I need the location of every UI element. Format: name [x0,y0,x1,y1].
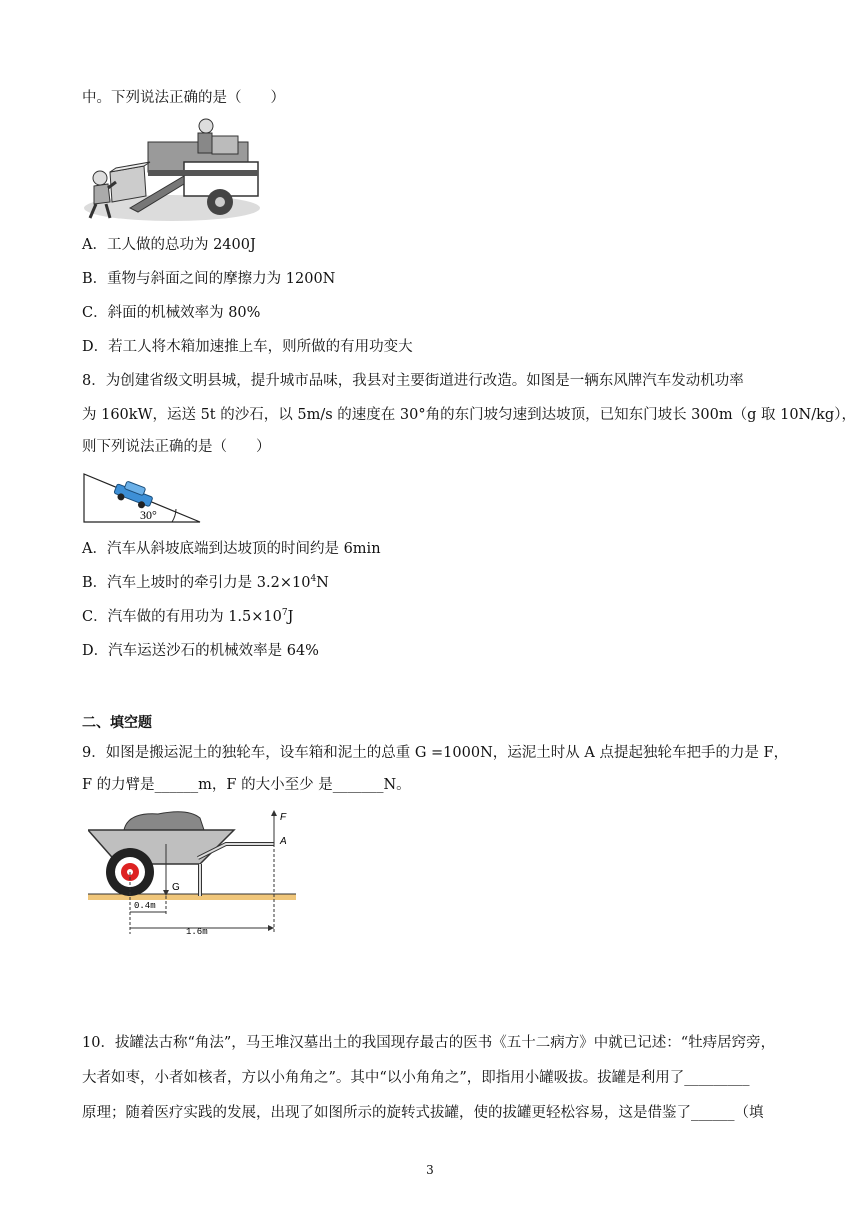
q10-stem-line2: 大者如枣，小者如核者，方以小角角之”。其中“以小角角之”，即指用小罐吸拔。拔罐是利用了_________ [82,1070,750,1086]
page-number: 3 [426,1163,434,1177]
q7-stem-tail: 中。下列说法正确的是（ ） [82,90,285,106]
q8-stem-line3: 则下列说法正确的是（ ） [82,439,271,455]
q10-stem-line3: 原理；随着医疗实践的发展，出现了如图所示的旋转式拔罐，使的拔罐更轻松容易，这是借鉴了______（填 [82,1105,764,1121]
q7-option-b: B．重物与斜面之间的摩擦力为 1200N [82,271,336,287]
q8-stem-line2: 为 160kW，运送 5t 的沙石，以 5m/s 的速度在 30°角的东门坡匀速到达坡顶，已知东门坡长 300m（g 取 10N/kg）， [82,407,856,423]
q8-option-b: B．汽车上坡时的牵引力是 $3.2\times 10^4N$ [82,574,329,591]
q9-label-F: F [280,812,287,823]
q7-option-d: D．若工人将木箱加速推上车，则所做的有用功变大 [82,339,413,355]
q9-figure-wheelbarrow [88,808,296,938]
q8-figure-slope-car [80,470,204,526]
q9-stem-line1: 9．如图是搬运泥土的独轮车，设车箱和泥土的总重 G =1000N，运泥土时从 A 点提起独轮车把手的力是 F， [82,745,789,761]
q8-option-c: C．汽车做的有用功为 $1.5\times 10^7J$ [82,608,294,625]
section-title: 二、填空题 [82,715,152,731]
q7-option-c: C．斜面的机械效率为 80% [82,305,261,321]
q9-stem-line2: F 的力臂是______m，F 的大小至少 是_______N。 [82,777,411,793]
q9-label-d2: 1.6m [186,927,208,937]
q9-label-G: G [172,882,180,893]
q8-option-a: A．汽车从斜坡底端到达坡顶的时间约是 6min [82,541,381,557]
q8-stem-line1: 8．为创建省级文明县城，提升城市品味，我县对主要街道进行改造。如图是一辆东风牌汽车发动机功率 [82,373,744,389]
q9-label-A: A [280,836,287,847]
q9-label-d1: 0.4m [134,901,156,911]
q8-option-d: D．汽车运送沙石的机械效率是 64% [82,643,319,659]
q8-angle-label: 30° [140,508,157,522]
q7-option-a: A．工人做的总功为 2400J [82,237,256,253]
q7-figure-ramp-truck [80,112,260,224]
q10-stem-line1: 10．拔罐法古称“角法”，马王堆汉墓出土的我国现存最古的医书《五十二病方》中就已记述：“牡痔居窍旁， [82,1035,776,1051]
